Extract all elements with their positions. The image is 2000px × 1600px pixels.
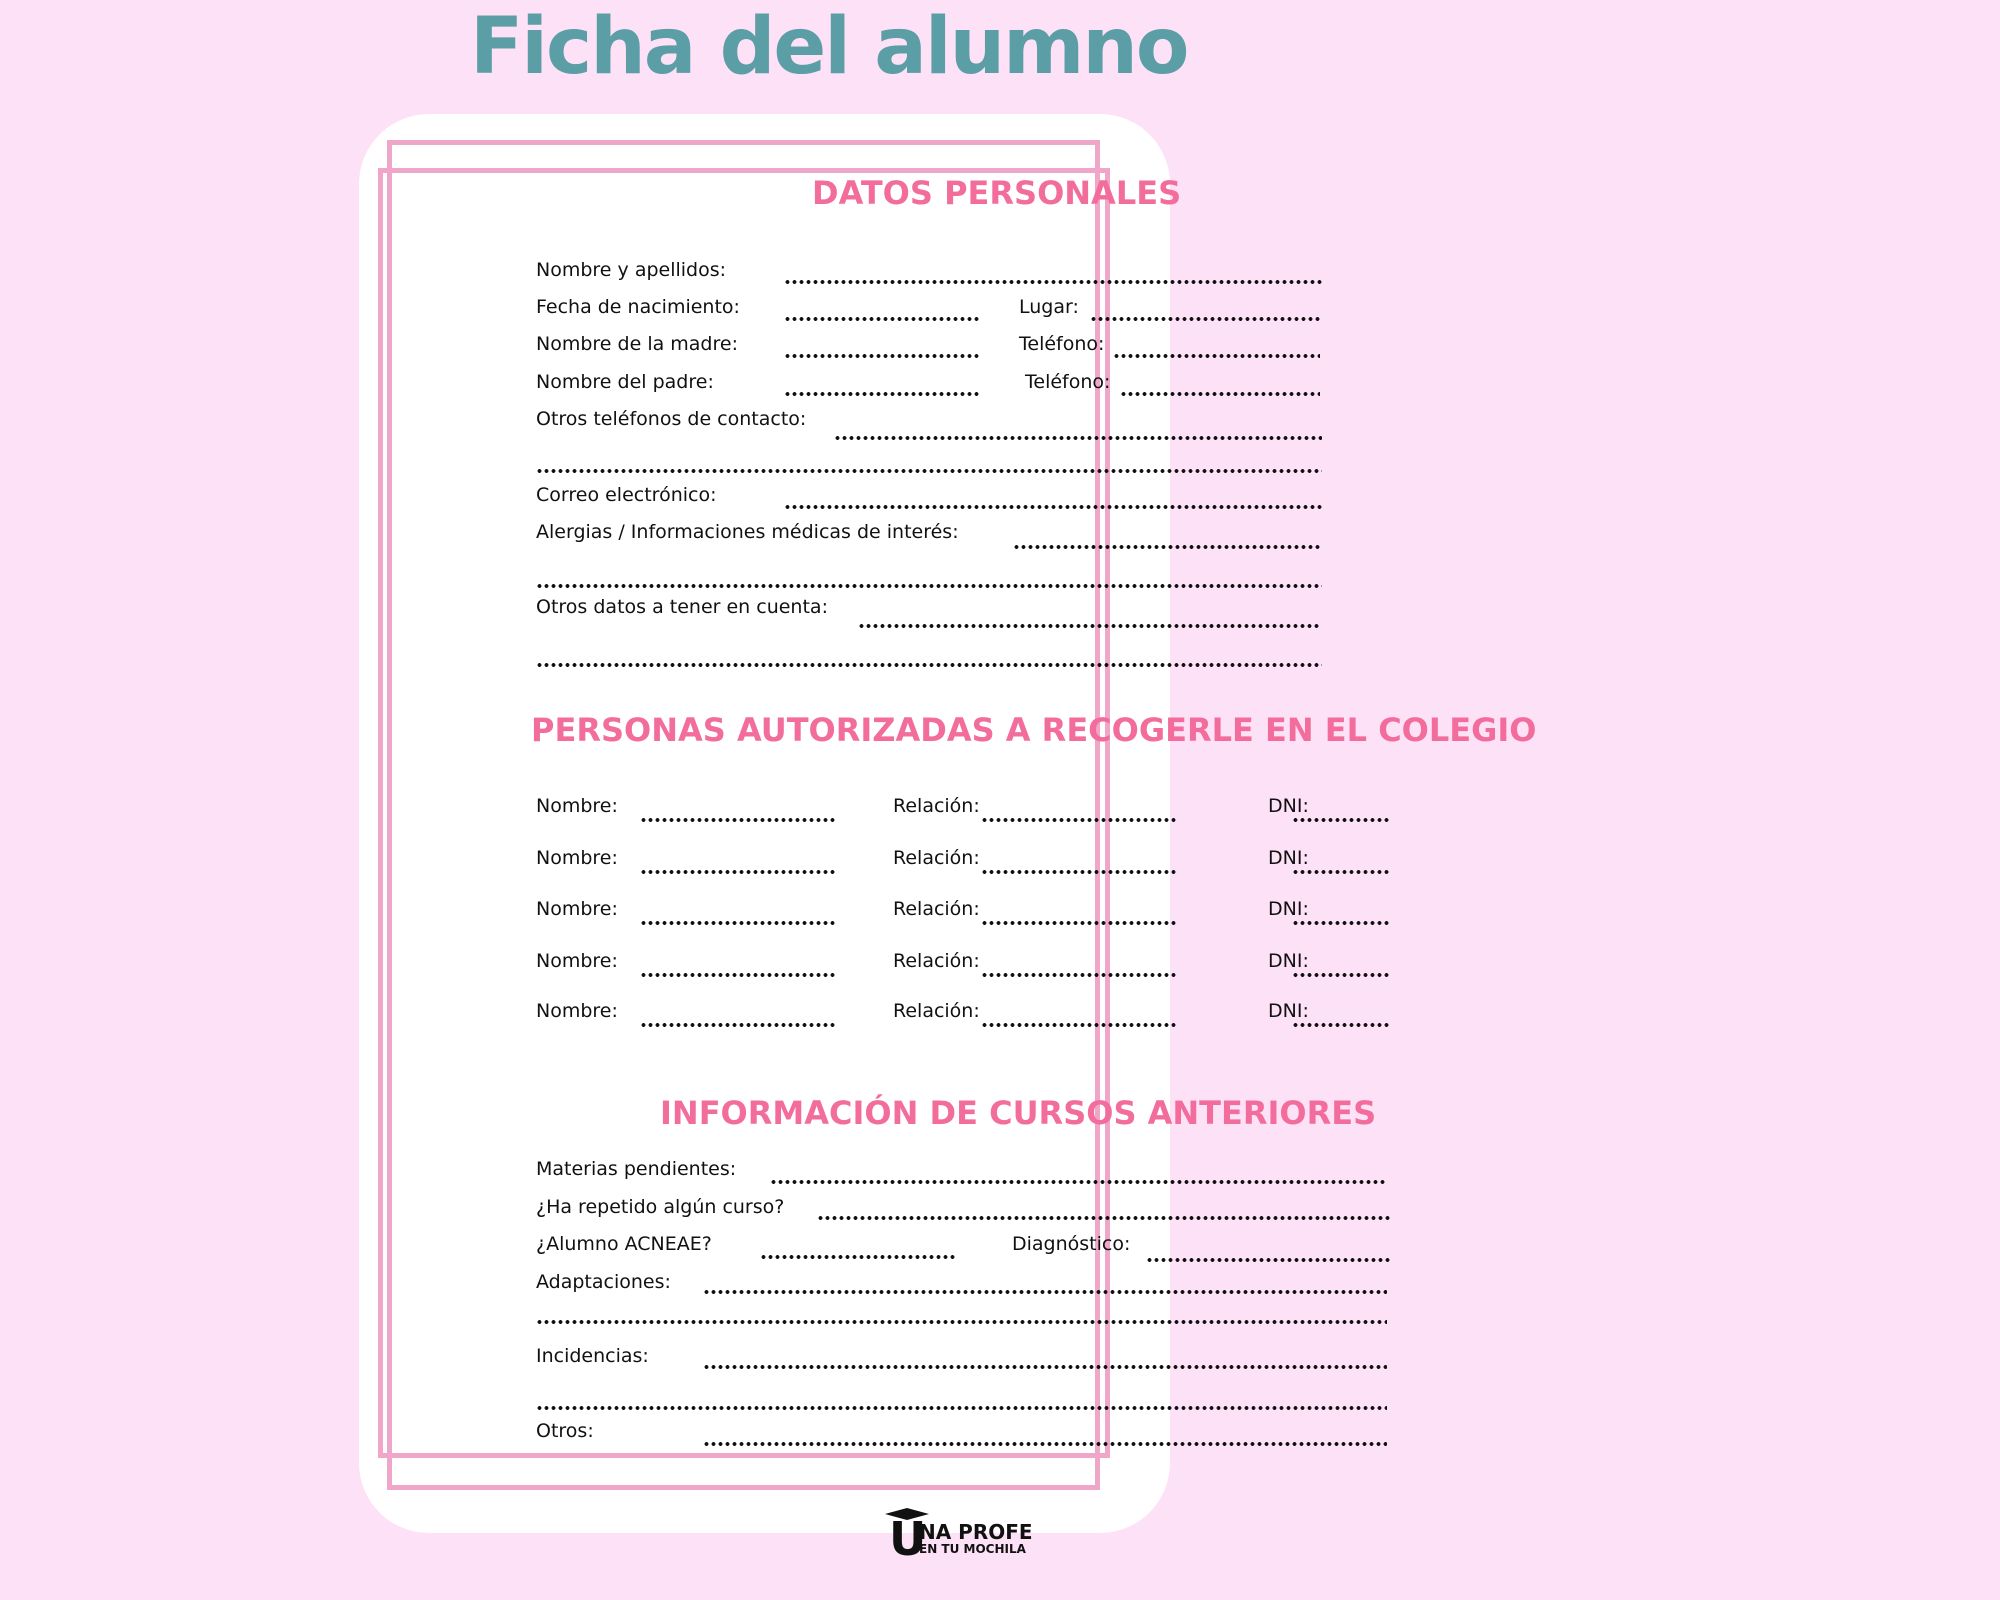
field-dni[interactable] (1292, 870, 1390, 874)
label-acneae: ¿Alumno ACNEAE? (536, 1233, 712, 1255)
field-otros-telefonos[interactable] (834, 436, 1322, 440)
section-heading-datos-personales: DATOS PERSONALES (812, 174, 1182, 212)
field-nombre-apellidos[interactable] (784, 280, 1322, 284)
logo-line2: EN TU MOCHILA (919, 1542, 1026, 1556)
label-otros-telefonos: Otros teléfonos de contacto: (536, 408, 807, 430)
field-dni[interactable] (1292, 973, 1390, 977)
logo-letter: U (889, 1512, 927, 1566)
field-nombre-madre[interactable] (784, 354, 980, 358)
field-relacion[interactable] (981, 870, 1176, 874)
label-fecha-nacimiento: Fecha de nacimiento: (536, 296, 740, 318)
label-dni: DNI: (1268, 898, 1309, 920)
label-telefono-padre: Teléfono: (1025, 371, 1111, 393)
label-nombre-apellidos: Nombre y apellidos: (536, 259, 727, 281)
brand-logo (883, 1508, 1043, 1564)
label-telefono-madre: Teléfono: (1019, 333, 1105, 355)
field-nombre[interactable] (640, 870, 836, 874)
field-otros-datos-line2[interactable] (536, 663, 1322, 667)
field-otros-telefonos-line2[interactable] (536, 469, 1322, 473)
field-relacion[interactable] (981, 921, 1176, 925)
field-nombre-padre[interactable] (784, 392, 980, 396)
field-diagnostico[interactable] (1146, 1258, 1390, 1262)
field-incidencias-line2[interactable] (536, 1406, 1387, 1410)
label-relacion: Relación: (893, 1000, 980, 1022)
label-relacion: Relación: (893, 847, 980, 869)
label-otros: Otros: (536, 1420, 594, 1442)
label-nombre: Nombre: (536, 847, 618, 869)
field-lugar[interactable] (1090, 317, 1320, 321)
field-nombre[interactable] (640, 921, 836, 925)
label-dni: DNI: (1268, 1000, 1309, 1022)
label-adaptaciones: Adaptaciones: (536, 1271, 671, 1293)
section-heading-personas-autorizadas: PERSONAS AUTORIZADAS A RECOGERLE EN EL COLEGIO (531, 711, 1537, 749)
field-ha-repetido[interactable] (817, 1216, 1390, 1220)
label-incidencias: Incidencias: (536, 1345, 649, 1367)
field-adaptaciones-line2[interactable] (536, 1320, 1387, 1324)
label-ha-repetido: ¿Ha repetido algún curso? (536, 1196, 785, 1218)
field-materias-pendientes[interactable] (770, 1180, 1387, 1184)
label-nombre: Nombre: (536, 795, 618, 817)
field-acneae[interactable] (760, 1255, 955, 1259)
label-correo: Correo electrónico: (536, 484, 717, 506)
field-telefono-padre[interactable] (1120, 392, 1320, 396)
label-otros-datos: Otros datos a tener en cuenta: (536, 596, 828, 618)
label-diagnostico: Diagnóstico: (1012, 1233, 1131, 1255)
field-relacion[interactable] (981, 973, 1176, 977)
label-materias-pendientes: Materias pendientes: (536, 1158, 737, 1180)
label-nombre: Nombre: (536, 1000, 618, 1022)
label-relacion: Relación: (893, 795, 980, 817)
field-nombre[interactable] (640, 973, 836, 977)
field-dni[interactable] (1292, 818, 1390, 822)
field-alergias-line2[interactable] (536, 584, 1322, 588)
label-dni: DNI: (1268, 795, 1309, 817)
field-nombre[interactable] (640, 818, 836, 822)
field-alergias[interactable] (1013, 545, 1322, 549)
field-nombre[interactable] (640, 1023, 836, 1027)
label-nombre-padre: Nombre del padre: (536, 371, 714, 393)
label-dni: DNI: (1268, 950, 1309, 972)
field-fecha-nacimiento[interactable] (784, 317, 980, 321)
field-telefono-madre[interactable] (1113, 354, 1320, 358)
label-nombre: Nombre: (536, 950, 618, 972)
field-relacion[interactable] (981, 818, 1176, 822)
label-nombre-madre: Nombre de la madre: (536, 333, 738, 355)
label-relacion: Relación: (893, 898, 980, 920)
field-dni[interactable] (1292, 921, 1390, 925)
field-relacion[interactable] (981, 1023, 1176, 1027)
decorative-frame-inner (378, 168, 1110, 1458)
field-correo[interactable] (784, 505, 1322, 509)
field-dni[interactable] (1292, 1023, 1390, 1027)
field-adaptaciones[interactable] (703, 1290, 1387, 1294)
label-lugar: Lugar: (1019, 296, 1079, 318)
field-incidencias[interactable] (703, 1365, 1387, 1369)
field-otros[interactable] (703, 1442, 1387, 1446)
page-title: Ficha del alumno (470, 2, 1188, 92)
label-nombre: Nombre: (536, 898, 618, 920)
label-alergias: Alergias / Informaciones médicas de interés: (536, 521, 959, 543)
label-relacion: Relación: (893, 950, 980, 972)
logo-line1: NA PROFE (919, 1520, 1033, 1544)
section-heading-cursos-anteriores: INFORMACIÓN DE CURSOS ANTERIORES (660, 1094, 1377, 1132)
field-otros-datos[interactable] (858, 624, 1320, 628)
label-dni: DNI: (1268, 847, 1309, 869)
